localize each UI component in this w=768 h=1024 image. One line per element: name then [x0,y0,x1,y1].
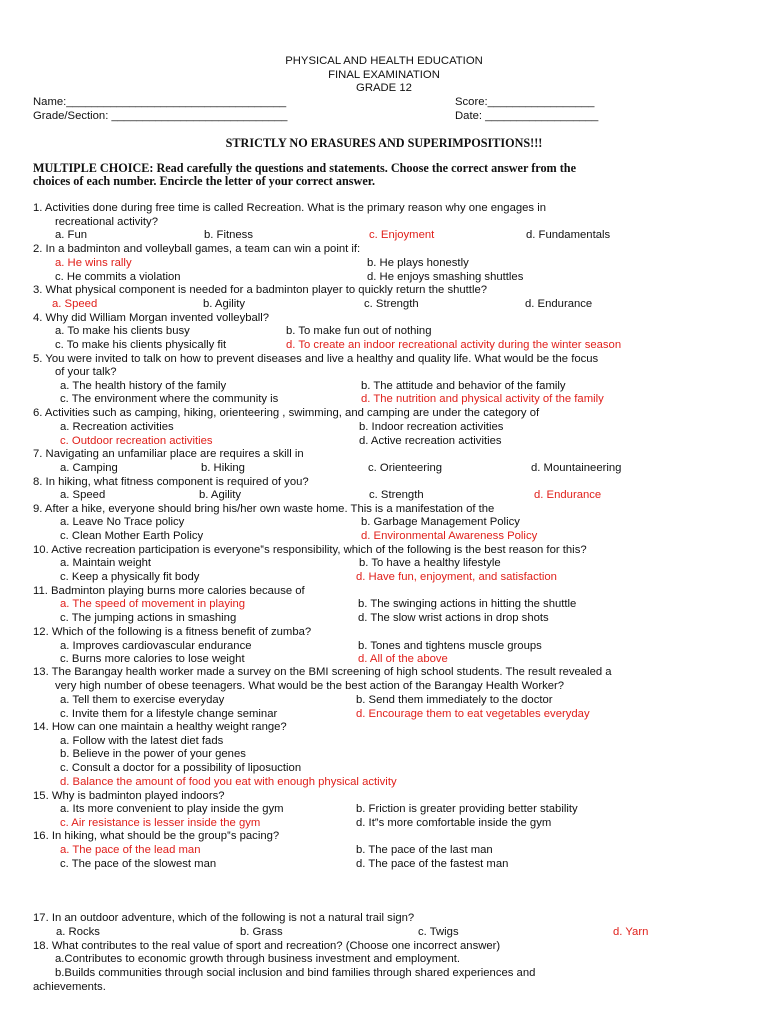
q11-choice-d: d. The slow wrist actions in drop shots [358,612,549,624]
q9-choice-b: b. Garbage Management Policy [361,516,520,528]
q15-choice-d: d. It‟s more comfortable inside the gym [356,817,552,829]
mc-instructions-line1: MULTIPLE CHOICE: Read carefully the questions and statements. Choose the correct answer from the [33,161,576,175]
question-3: 3. What physical component is needed for a badminton player to quickly return the shuttle? [33,284,488,296]
q6-choice-b: b. Indoor recreation activities [359,421,504,433]
q14-choice-a: a. Follow with the latest diet fads [60,735,224,747]
q11-choice-c: c. The jumping actions in smashing [60,612,237,624]
subject-title: PHYSICAL AND HEALTH EDUCATION [285,55,483,67]
q16-choice-b: b. The pace of the last man [356,844,493,856]
q18-choice-a: a.Contributes to economic growth through business investment and employment. [55,953,461,965]
name-field: Name:___________________________________ [33,96,287,108]
question-17: 17. In an outdoor adventure, which of the following is not a natural trail sign? [33,912,415,924]
question-9: 9. After a hike, everyone should bring his/her own waste home. This is a manifestation of the [33,503,495,515]
q15-choice-b: b. Friction is greater providing better stability [356,803,578,815]
q2-choice-a-answer: a. He wins rally [55,257,132,269]
question-2: 2. In a badminton and volleyball games, a team can win a point if: [33,243,361,255]
q4-choice-d-answer: d. To create an indoor recreational activity during the winter season [286,339,622,351]
q10-choice-a: a. Maintain weight [60,557,152,569]
q13-choice-a: a. Tell them to exercise everyday [60,694,225,706]
q3-choice-d: d. Endurance [525,298,593,310]
question-15: 15. Why is badminton played indoors? [33,790,225,802]
q16-choice-d: d. The pace of the fastest man [356,858,509,870]
q6-choice-a: a. Recreation activities [60,421,174,433]
q9-choice-a: a. Leave No Trace policy [60,516,185,528]
question-14: 14. How can one maintain a healthy weight range? [33,721,287,733]
q3-choice-c: c. Strength [364,298,419,310]
q7-choice-a: a. Camping [60,462,118,474]
question-12: 12. Which of the following is a fitness benefit of zumba? [33,626,312,638]
q8-choice-c: c. Strength [369,489,424,501]
q8-choice-a: a. Speed [60,489,106,501]
q14-choice-c: c. Consult a doctor for a possibility of liposuction [60,762,302,774]
q6-choice-c-answer: c. Outdoor recreation activities [60,435,213,447]
q12-choice-d-answer: d. All of the above [358,653,448,665]
q8-choice-b: b. Agility [199,489,242,501]
q17-choice-d-answer: d. Yarn [613,926,649,938]
q17-choice-c: c. Twigs [418,926,459,938]
grade-section-field: Grade/Section: ____________________________ [33,110,288,122]
q7-choice-d: d. Mountaineering [531,462,622,474]
q17-choice-b: b. Grass [240,926,283,938]
q12-choice-b: b. Tones and tightens muscle groups [358,640,542,652]
q9-choice-d-answer: d. Environmental Awareness Policy [361,530,538,542]
q15-choice-a: a. Its more convenient to play inside the gym [60,803,284,815]
q12-choice-c: c. Burns more calories to lose weight [60,653,245,665]
q11-choice-a-answer: a. The speed of movement in playing [60,598,246,610]
q14-choice-d-answer: d. Balance the amount of food you eat with enough physical activity [60,776,397,788]
q7-choice-b: b. Hiking [201,462,245,474]
q6-choice-d: d. Active recreation activities [359,435,502,447]
q1-choice-d: d. Fundamentals [526,229,611,241]
q10-choice-b: b. To have a healthy lifestyle [359,557,501,569]
q11-choice-b: b. The swinging actions in hitting the shuttle [358,598,577,610]
q4-choice-b: b. To make fun out of nothing [286,325,432,337]
question-7: 7. Navigating an unfamiliar place are requires a skill in [33,448,304,460]
q9-choice-c: c. Clean Mother Earth Policy [60,530,204,542]
q3-choice-a-answer: a. Speed [52,298,98,310]
q10-choice-c: c. Keep a physically fit body [60,571,200,583]
q5-choice-b: b. The attitude and behavior of the family [361,380,566,392]
question-4: 4. Why did William Morgan invented volleyball? [33,312,270,324]
q18-choice-b: b.Builds communities through social inclusion and bind families through shared experiences and [55,967,536,979]
no-erasures-warning: STRICTLY NO ERASURES AND SUPERIMPOSITIONS!!! [225,136,543,150]
grade-title: GRADE 12 [356,82,412,94]
question-1: 1. Activities done during free time is called Recreation. What is the primary reason why one engages in [33,202,547,214]
q7-choice-c: c. Orienteering [368,462,443,474]
question-8: 8. In hiking, what fitness component is required of you? [33,476,309,488]
question-6: 6. Activities such as camping, hiking, orienteering , swimming, and camping are under the category of [33,407,540,419]
score-field: Score:_________________ [455,96,595,108]
q5-choice-a: a. The health history of the family [60,380,227,392]
question-5: 5. You were invited to talk on how to prevent diseases and live a healthy and quality life. What would be the focus [33,353,599,365]
q1-choice-b: b. Fitness [204,229,253,241]
q4-choice-a: a. To make his clients busy [55,325,190,337]
q1-choice-c-answer: c. Enjoyment [369,229,435,241]
q13-choice-c: c. Invite them for a lifestyle change seminar [60,708,278,720]
q14-choice-b: b. Believe in the power of your genes [60,748,246,760]
q16-choice-a-answer: a. The pace of the lead man [60,844,201,856]
q1-choice-a: a. Fun [55,229,88,241]
q12-choice-a: a. Improves cardiovascular endurance [60,640,252,652]
date-field: Date: __________________ [455,110,599,122]
question-5-cont: of your talk? [55,366,117,378]
q18-choice-b-cont: achievements. [33,981,106,993]
exam-title: FINAL EXAMINATION [328,69,440,81]
q16-choice-c: c. The pace of the slowest man [60,858,217,870]
q4-choice-c: c. To make his clients physically fit [55,339,227,351]
q5-choice-c: c. The environment where the community is [60,393,279,405]
question-16: 16. In hiking, what should be the group‟s pacing? [33,830,280,842]
question-1-cont: recreational activity? [55,216,158,228]
q2-choice-c: c. He commits a violation [55,271,181,283]
mc-instructions-line2: choices of each number. Encircle the letter of your correct answer. [33,174,376,188]
q2-choice-d: d. He enjoys smashing shuttles [367,271,524,283]
q13-choice-b: b. Send them immediately to the doctor [356,694,553,706]
q2-choice-b: b. He plays honestly [367,257,469,269]
q3-choice-b: b. Agility [203,298,246,310]
q5-choice-d-answer: d. The nutrition and physical activity of the family [361,393,604,405]
question-10: 10. Active recreation participation is everyone‟s responsibility, which of the following is the best reason for this? [33,544,587,556]
question-18: 18. What contributes to the real value of sport and recreation? (Choose one incorrect answer) [33,940,501,952]
question-11: 11. Badminton playing burns more calories because of [33,585,305,597]
q15-choice-c-answer: c. Air resistance is lesser inside the gym [60,817,261,829]
q17-choice-a: a. Rocks [56,926,100,938]
question-13: 13. The Barangay health worker made a survey on the BMI screening of high school students. The result revealed a [33,666,612,678]
q10-choice-d-answer: d. Have fun, enjoyment, and satisfaction [356,571,557,583]
q13-choice-d-answer: d. Encourage them to eat vegetables everyday [356,708,590,720]
question-13-cont: very high number of obese teenagers. What would be the best action of the Barangay Health Worker? [55,680,565,692]
q8-choice-d-answer: d. Endurance [534,489,602,501]
